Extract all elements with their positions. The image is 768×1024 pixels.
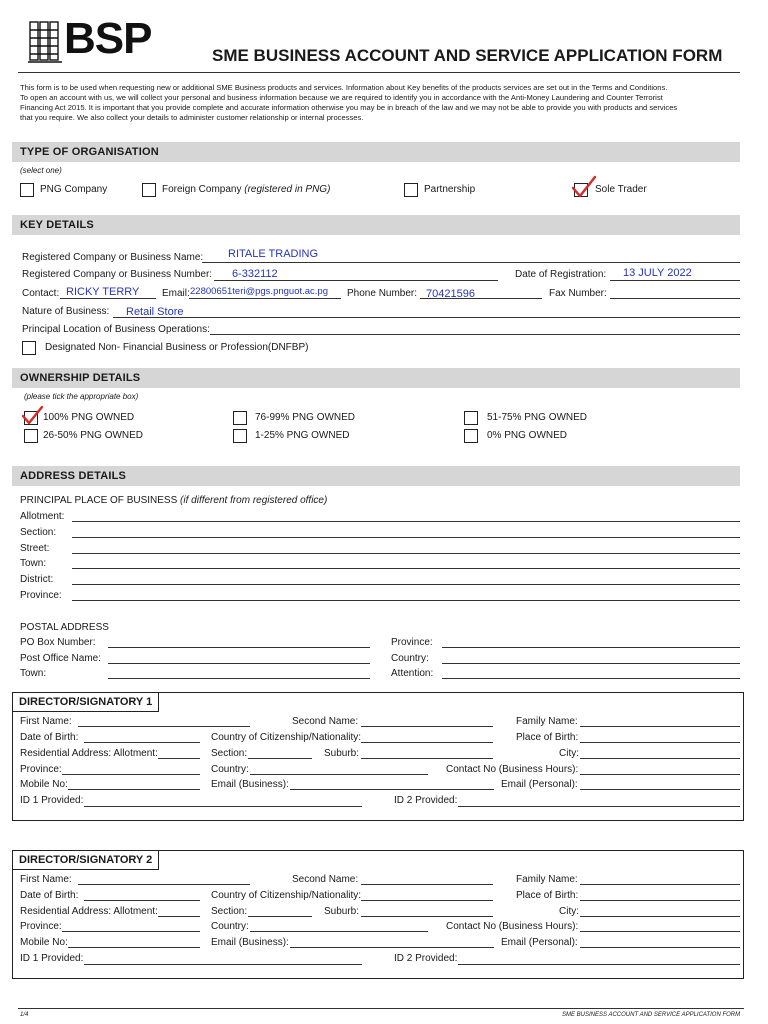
address-heading: ADDRESS DETAILS (20, 470, 127, 482)
d1-section-field[interactable] (248, 758, 312, 759)
option-foreign-company-label (162, 184, 330, 196)
d2-second-name-label: Second Name: (292, 874, 359, 885)
checkbox-26-50-png-owned[interactable] (24, 429, 38, 443)
d1-family-name-label: Family Name: (516, 716, 578, 727)
d2-id2-field[interactable] (458, 964, 740, 965)
po-box-label: PO Box Number: (20, 637, 96, 648)
d1-contact-business-field[interactable] (580, 774, 740, 775)
checkbox-dnfbp[interactable] (22, 341, 36, 355)
bsp-logo (28, 14, 152, 64)
phone-label: Phone Number: (347, 288, 418, 299)
header-rule (18, 72, 740, 73)
d1-dob-label: Date of Birth: (20, 732, 79, 743)
intro-line-1: This form is to be used when requesting new or additional SME Business products and services. Information about Key benefits of the products services are set out in the Terms and Conditions. (20, 83, 668, 92)
ownership-76-99-label: 76-99% PNG OWNED (255, 412, 356, 423)
location-label: Principal Location of Business Operations: (22, 324, 210, 335)
email-label: Email: (162, 288, 190, 299)
address-section-header (12, 466, 740, 486)
d2-id1-field[interactable] (84, 964, 362, 965)
d1-email-business-label: Email (Business): (211, 779, 289, 790)
contact-label: Contact: (22, 288, 60, 299)
nature-field[interactable]: Retail Store (126, 306, 184, 318)
organisation-section-header (12, 142, 740, 162)
d2-country-field[interactable] (250, 931, 428, 932)
ownership-26-50-label: 26-50% PNG OWNED (43, 430, 144, 441)
key-details-heading: KEY DETAILS (20, 219, 94, 231)
checkbox-0-png-owned[interactable] (464, 429, 478, 443)
principal-town-field[interactable] (72, 568, 740, 569)
d2-city-label: City: (559, 906, 579, 917)
option-sole-trader-label: Sole Trader (595, 184, 647, 195)
d1-province-field[interactable] (62, 774, 200, 775)
reg-name-field[interactable]: RITALE TRADING (228, 248, 319, 260)
d2-family-name-label: Family Name: (516, 874, 578, 885)
reg-date-label: Date of Registration: (515, 269, 607, 280)
checkbox-1-25-png-owned[interactable] (233, 429, 247, 443)
contact-field[interactable]: RICKY TERRY (66, 286, 140, 298)
d2-province-label: Province: (20, 921, 62, 932)
location-line (210, 334, 740, 335)
post-office-label: Post Office Name: (20, 653, 101, 664)
principal-district-field[interactable] (72, 584, 740, 585)
d2-id1-label: ID 1 Provided: (20, 953, 84, 964)
reg-date-field[interactable]: 13 JULY 2022 (623, 267, 692, 279)
d2-second-name-field[interactable] (361, 884, 493, 885)
principal-town-label: Town: (20, 558, 47, 569)
d1-res-allotment-field[interactable] (158, 758, 200, 759)
d1-second-name-field[interactable] (361, 726, 493, 727)
reg-date-line (610, 280, 740, 281)
dnfbp-label: Designated Non- Financial Business or Profession(DNFBP) (45, 342, 309, 353)
d2-email-personal-field[interactable] (580, 947, 740, 948)
principal-section-label: Section: (20, 527, 57, 538)
option-foreign-company-text: Foreign Company (162, 184, 245, 195)
d1-city-field[interactable] (580, 758, 740, 759)
intro-line-3: Financing Act 2015. It is important that you provide complete and accurate information otherwise you may be in breach of the law and we may not be able to provide you with products and services (20, 103, 678, 112)
checkbox-png-company[interactable] (20, 183, 34, 197)
postal-address-title: POSTAL ADDRESS (20, 622, 109, 633)
d1-res-allotment-label: Residential Address: Allotment: (20, 748, 158, 759)
option-partnership-label: Partnership (424, 184, 476, 195)
postal-attention-field[interactable] (442, 678, 740, 679)
d2-first-name-field[interactable] (78, 884, 250, 885)
d2-citizenship-field[interactable] (361, 900, 493, 901)
d1-contact-business-label: Contact No (Business Hours): (446, 764, 579, 775)
checkbox-foreign-company[interactable] (142, 183, 156, 197)
principal-province-field[interactable] (72, 600, 740, 601)
d1-province-label: Province: (20, 764, 62, 775)
d1-mobile-field[interactable] (68, 789, 200, 790)
d1-city-label: City: (559, 748, 579, 759)
d2-mobile-label: Mobile No: (20, 937, 68, 948)
d1-citizenship-label: Country of Citizenship/Nationality: (211, 732, 362, 743)
d2-res-allotment-label: Residential Address: Allotment: (20, 906, 158, 917)
organisation-note: (select one) (20, 166, 62, 175)
reg-name-label: Registered Company or Business Name: (22, 252, 204, 263)
ownership-100-label: 100% PNG OWNED (43, 412, 135, 423)
d2-contact-business-label: Contact No (Business Hours): (446, 921, 579, 932)
d1-id1-label: ID 1 Provided: (20, 795, 84, 806)
ownership-0-label: 0% PNG OWNED (487, 430, 568, 441)
d2-mobile-field[interactable] (68, 947, 200, 948)
email-line (189, 298, 341, 299)
d2-family-name-field[interactable] (580, 884, 740, 885)
principal-allotment-field[interactable] (72, 521, 740, 522)
d2-email-business-field[interactable] (290, 947, 494, 948)
d2-suburb-label: Suburb: (324, 906, 360, 917)
intro-line-2: To open an account with us, we will collect your personal and business information because we are required to identify you in accordance with the Anti-Money Laundering and Counter Terrorist (20, 93, 663, 102)
d2-citizenship-label: Country of Citizenship/Nationality: (211, 890, 362, 901)
d1-section-label: Section: (211, 748, 248, 759)
d2-email-personal-label: Email (Personal): (501, 937, 578, 948)
d1-id2-field[interactable] (458, 806, 740, 807)
d1-first-name-label: First Name: (20, 716, 72, 727)
phone-field[interactable]: 70421596 (426, 288, 475, 300)
postal-province-field[interactable] (442, 647, 740, 648)
d1-place-of-birth-label: Place of Birth: (516, 732, 579, 743)
postal-town-label: Town: (20, 668, 47, 679)
nature-line (113, 317, 740, 318)
d2-id2-label: ID 2 Provided: (394, 953, 458, 964)
d1-country-label: Country: (211, 764, 249, 775)
fax-label: Fax Number: (549, 288, 607, 299)
postal-town-field[interactable] (108, 678, 370, 679)
option-png-company-label: PNG Company (40, 184, 108, 195)
d1-email-personal-field[interactable] (580, 789, 740, 790)
principal-section-field[interactable] (72, 537, 740, 538)
d2-city-field[interactable] (580, 916, 740, 917)
d2-first-name-label: First Name: (20, 874, 72, 885)
ownership-51-75-label: 51-75% PNG OWNED (487, 412, 588, 423)
nature-label: Nature of Business: (22, 306, 110, 317)
form-title: SME BUSINESS ACCOUNT AND SERVICE APPLICATION FORM (212, 46, 723, 65)
principal-place-title (20, 495, 327, 507)
postal-country-label: Country: (391, 653, 429, 664)
principal-place-note: (if different from registered office) (180, 495, 328, 506)
d1-country-field[interactable] (250, 774, 428, 775)
principal-province-label: Province: (20, 590, 62, 601)
postal-attention-label: Attention: (391, 668, 434, 679)
reg-number-field[interactable]: 6-332112 (232, 268, 278, 280)
d2-province-field[interactable] (62, 931, 200, 932)
d2-place-of-birth-field[interactable] (580, 900, 740, 901)
reg-number-line (214, 280, 498, 281)
d2-contact-business-field[interactable] (580, 931, 740, 932)
reg-number-label: Registered Company or Business Number: (22, 269, 213, 280)
ownership-1-25-label: 1-25% PNG OWNED (255, 430, 350, 441)
intro-text (20, 83, 746, 123)
checkbox-76-99-png-owned[interactable] (233, 411, 247, 425)
d1-mobile-label: Mobile No: (20, 779, 68, 790)
email-field[interactable]: 22800651teri@pgs.pnguot.ac.pg (190, 286, 329, 297)
d1-citizenship-field[interactable] (361, 742, 493, 743)
intro-line-4: that you require. We also collect your details to administer customer relationship or internal processes. (20, 113, 364, 122)
d1-first-name-field[interactable] (78, 726, 250, 727)
contact-line (60, 298, 156, 299)
logo-text: BSP (64, 14, 152, 63)
ownership-heading: OWNERSHIP DETAILS (20, 372, 141, 384)
principal-place-text: PRINCIPAL PLACE OF BUSINESS (20, 495, 181, 506)
post-office-field[interactable] (108, 663, 370, 664)
organisation-heading: TYPE OF ORGANISATION (20, 146, 159, 158)
page-number: 1/4 (20, 1012, 29, 1018)
d2-section-field[interactable] (248, 916, 312, 917)
d1-email-business-field[interactable] (290, 789, 494, 790)
d2-section-label: Section: (211, 906, 248, 917)
d2-res-allotment-field[interactable] (158, 916, 200, 917)
d1-place-of-birth-field[interactable] (580, 742, 740, 743)
option-foreign-company-note: (registered in PNG) (244, 184, 331, 195)
d1-id2-label: ID 2 Provided: (394, 795, 458, 806)
tick-mark-icon (570, 174, 598, 200)
footer-rule (18, 1008, 744, 1009)
d2-suburb-field[interactable] (361, 916, 493, 917)
key-details-section-header (12, 215, 740, 235)
ownership-section-header (12, 368, 740, 388)
d1-id1-field[interactable] (84, 806, 362, 807)
d2-email-business-label: Email (Business): (211, 937, 289, 948)
d2-country-label: Country: (211, 921, 249, 932)
d2-dob-field[interactable] (84, 900, 200, 901)
principal-street-label: Street: (20, 543, 50, 554)
d1-email-personal-label: Email (Personal): (501, 779, 578, 790)
postal-province-label: Province: (391, 637, 433, 648)
d2-place-of-birth-label: Place of Birth: (516, 890, 579, 901)
postal-country-field[interactable] (442, 663, 740, 664)
fax-line (610, 298, 740, 299)
director-2-title: DIRECTOR/SIGNATORY 2 (12, 850, 159, 870)
d1-suburb-field[interactable] (361, 758, 493, 759)
principal-street-field[interactable] (72, 553, 740, 554)
po-box-field[interactable] (108, 647, 370, 648)
principal-allotment-label: Allotment: (20, 511, 65, 522)
footer-form-name: SME BUSINESS ACCOUNT AND SERVICE APPLICATION FORM (562, 1012, 741, 1018)
d1-family-name-field[interactable] (580, 726, 740, 727)
d1-dob-field[interactable] (84, 742, 200, 743)
director-1-title: DIRECTOR/SIGNATORY 1 (12, 692, 159, 712)
d1-second-name-label: Second Name: (292, 716, 359, 727)
ownership-note: (please tick the appropriate box) (24, 392, 139, 401)
checkbox-partnership[interactable] (404, 183, 418, 197)
checkbox-51-75-png-owned[interactable] (464, 411, 478, 425)
d2-dob-label: Date of Birth: (20, 890, 79, 901)
reg-name-line (202, 262, 740, 263)
d1-suburb-label: Suburb: (324, 748, 360, 759)
principal-district-label: District: (20, 574, 54, 585)
